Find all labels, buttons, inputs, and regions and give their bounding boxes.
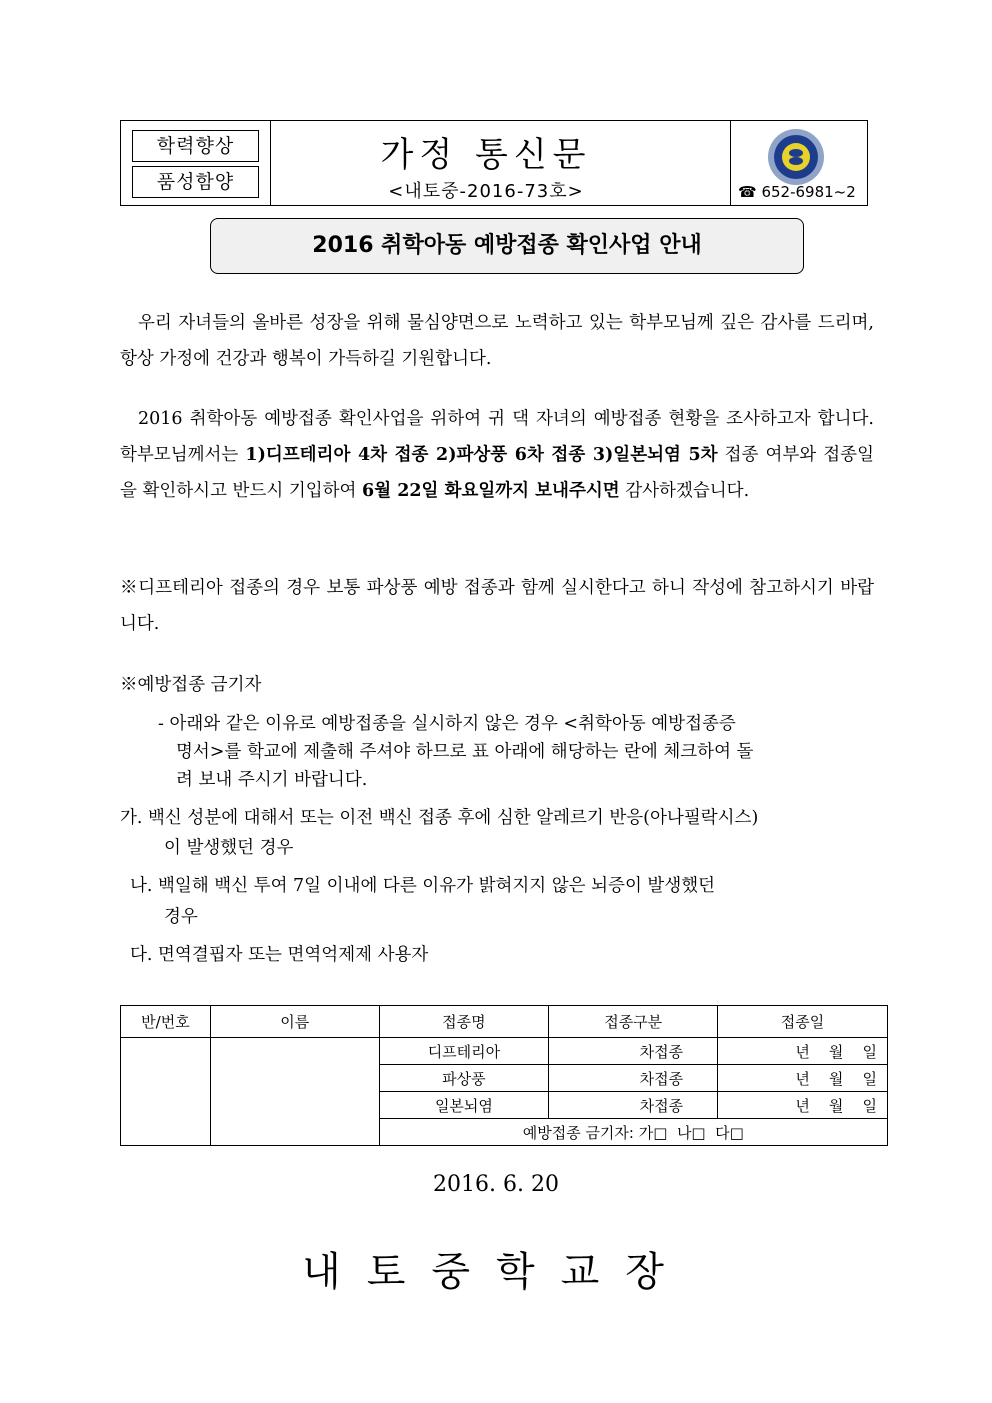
letter-header bbox=[120, 120, 868, 206]
vaccine-name: 파상풍 bbox=[379, 1065, 549, 1092]
phone-info bbox=[738, 183, 856, 201]
header-date: 접종일 bbox=[718, 1006, 888, 1038]
vaccine-name: 일본뇌염 bbox=[379, 1092, 549, 1119]
principal-signature: 내토중학교장 bbox=[302, 1249, 690, 1295]
contra-instruction-line1: - 아래와 같은 이유로 예방접종을 실시하지 않은 경우 <취학아동 예방접종증 bbox=[158, 714, 736, 734]
date-cell[interactable]: 년 월 일 bbox=[718, 1038, 888, 1065]
vaccine-list: 1)디프테리아 4차 접종 2)파상풍 6차 접종 3)일본뇌염 5차 bbox=[245, 445, 718, 465]
dose-cell[interactable]: 차접종 bbox=[549, 1065, 718, 1092]
contra-item-ga: 가. 백신 성분에 대해서 또는 이전 백신 접종 후에 심한 알레르기 반응(아나필락시스) bbox=[120, 808, 759, 828]
contra-item-na-cont: 경우 bbox=[164, 907, 198, 927]
motto-academic: 학력향상 bbox=[132, 130, 259, 162]
deadline: 6월 22일 화요일까지 보내주시면 bbox=[362, 481, 620, 501]
motto-character: 품성함양 bbox=[132, 166, 259, 198]
vaccination-form-table bbox=[120, 1005, 888, 1146]
class-number-cell[interactable] bbox=[121, 1038, 211, 1146]
header-class-number: 반/번호 bbox=[121, 1006, 211, 1038]
dose-cell[interactable]: 차접종 bbox=[549, 1038, 718, 1065]
page-title: 가정 통신문 bbox=[380, 135, 592, 175]
greeting-paragraph: 우리 자녀들의 올바른 성장을 위해 물심양면으로 노력하고 있는 학부모님께 깊은 감사를 드리며, 항상 가정에 건강과 행복이 가득하길 기원합니다. bbox=[120, 313, 874, 369]
name-cell[interactable] bbox=[210, 1038, 379, 1146]
contra-item-na: 나. 백일해 백신 투여 7일 이내에 다른 이유가 밝혀지지 않은 뇌증이 발생했던 bbox=[130, 876, 716, 896]
date-cell[interactable]: 년 월 일 bbox=[718, 1065, 888, 1092]
header-divider bbox=[730, 121, 731, 205]
contra-checkbox-row[interactable]: 예방접종 금기자: 가□ 나□ 다□ bbox=[379, 1119, 887, 1146]
contra-heading: ※예방접종 금기자 bbox=[120, 675, 262, 695]
phone-icon: ☎ bbox=[738, 183, 757, 201]
notice-title: 2016 취학아동 예방접종 확인사업 안내 bbox=[210, 218, 804, 274]
note-paragraph: ※디프테리아 접종의 경우 보통 파상풍 예방 접종과 함께 실시한다고 하니 작성에 참고하시기 바랍니다. bbox=[120, 578, 874, 634]
contra-item-da: 다. 면역결핍자 또는 면역억제제 사용자 bbox=[130, 945, 429, 965]
header-name: 이름 bbox=[210, 1006, 379, 1038]
contra-instruction-line3: 려 보내 주시기 바랍니다. bbox=[176, 770, 368, 790]
date-cell[interactable]: 년 월 일 bbox=[718, 1092, 888, 1119]
header-dose: 접종구분 bbox=[549, 1006, 718, 1038]
contra-instruction-line2: 명서>를 학교에 제출해 주셔야 하므로 표 아래에 해당하는 란에 체크하여 돌 bbox=[176, 742, 754, 762]
phone-number: 652-6981~2 bbox=[761, 183, 856, 201]
letter-date: 2016. 6. 20 bbox=[433, 1172, 559, 1197]
dose-cell[interactable]: 차접종 bbox=[549, 1092, 718, 1119]
header-vaccine: 접종명 bbox=[379, 1006, 549, 1038]
request-paragraph: 2016 취학아동 예방접종 확인사업을 위하여 귀 댁 자녀의 예방접종 현황을 조사하고자 합니다. 학부모님께서는 1)디프테리아 4차 접종 2)파상풍 6차 접종 3)일본뇌염 5차 접종 여부와 접종일을 확인하시고 반드시 기입하여 6월 22일 화요일까지 보내주시면 감사하겠습니다. bbox=[120, 409, 874, 501]
vaccine-name: 디프테리아 bbox=[379, 1038, 549, 1065]
document-number: <내토중-2016-73호> bbox=[388, 181, 584, 202]
school-emblem-icon bbox=[766, 127, 826, 187]
contra-item-ga-cont: 이 발생했던 경우 bbox=[164, 838, 294, 858]
